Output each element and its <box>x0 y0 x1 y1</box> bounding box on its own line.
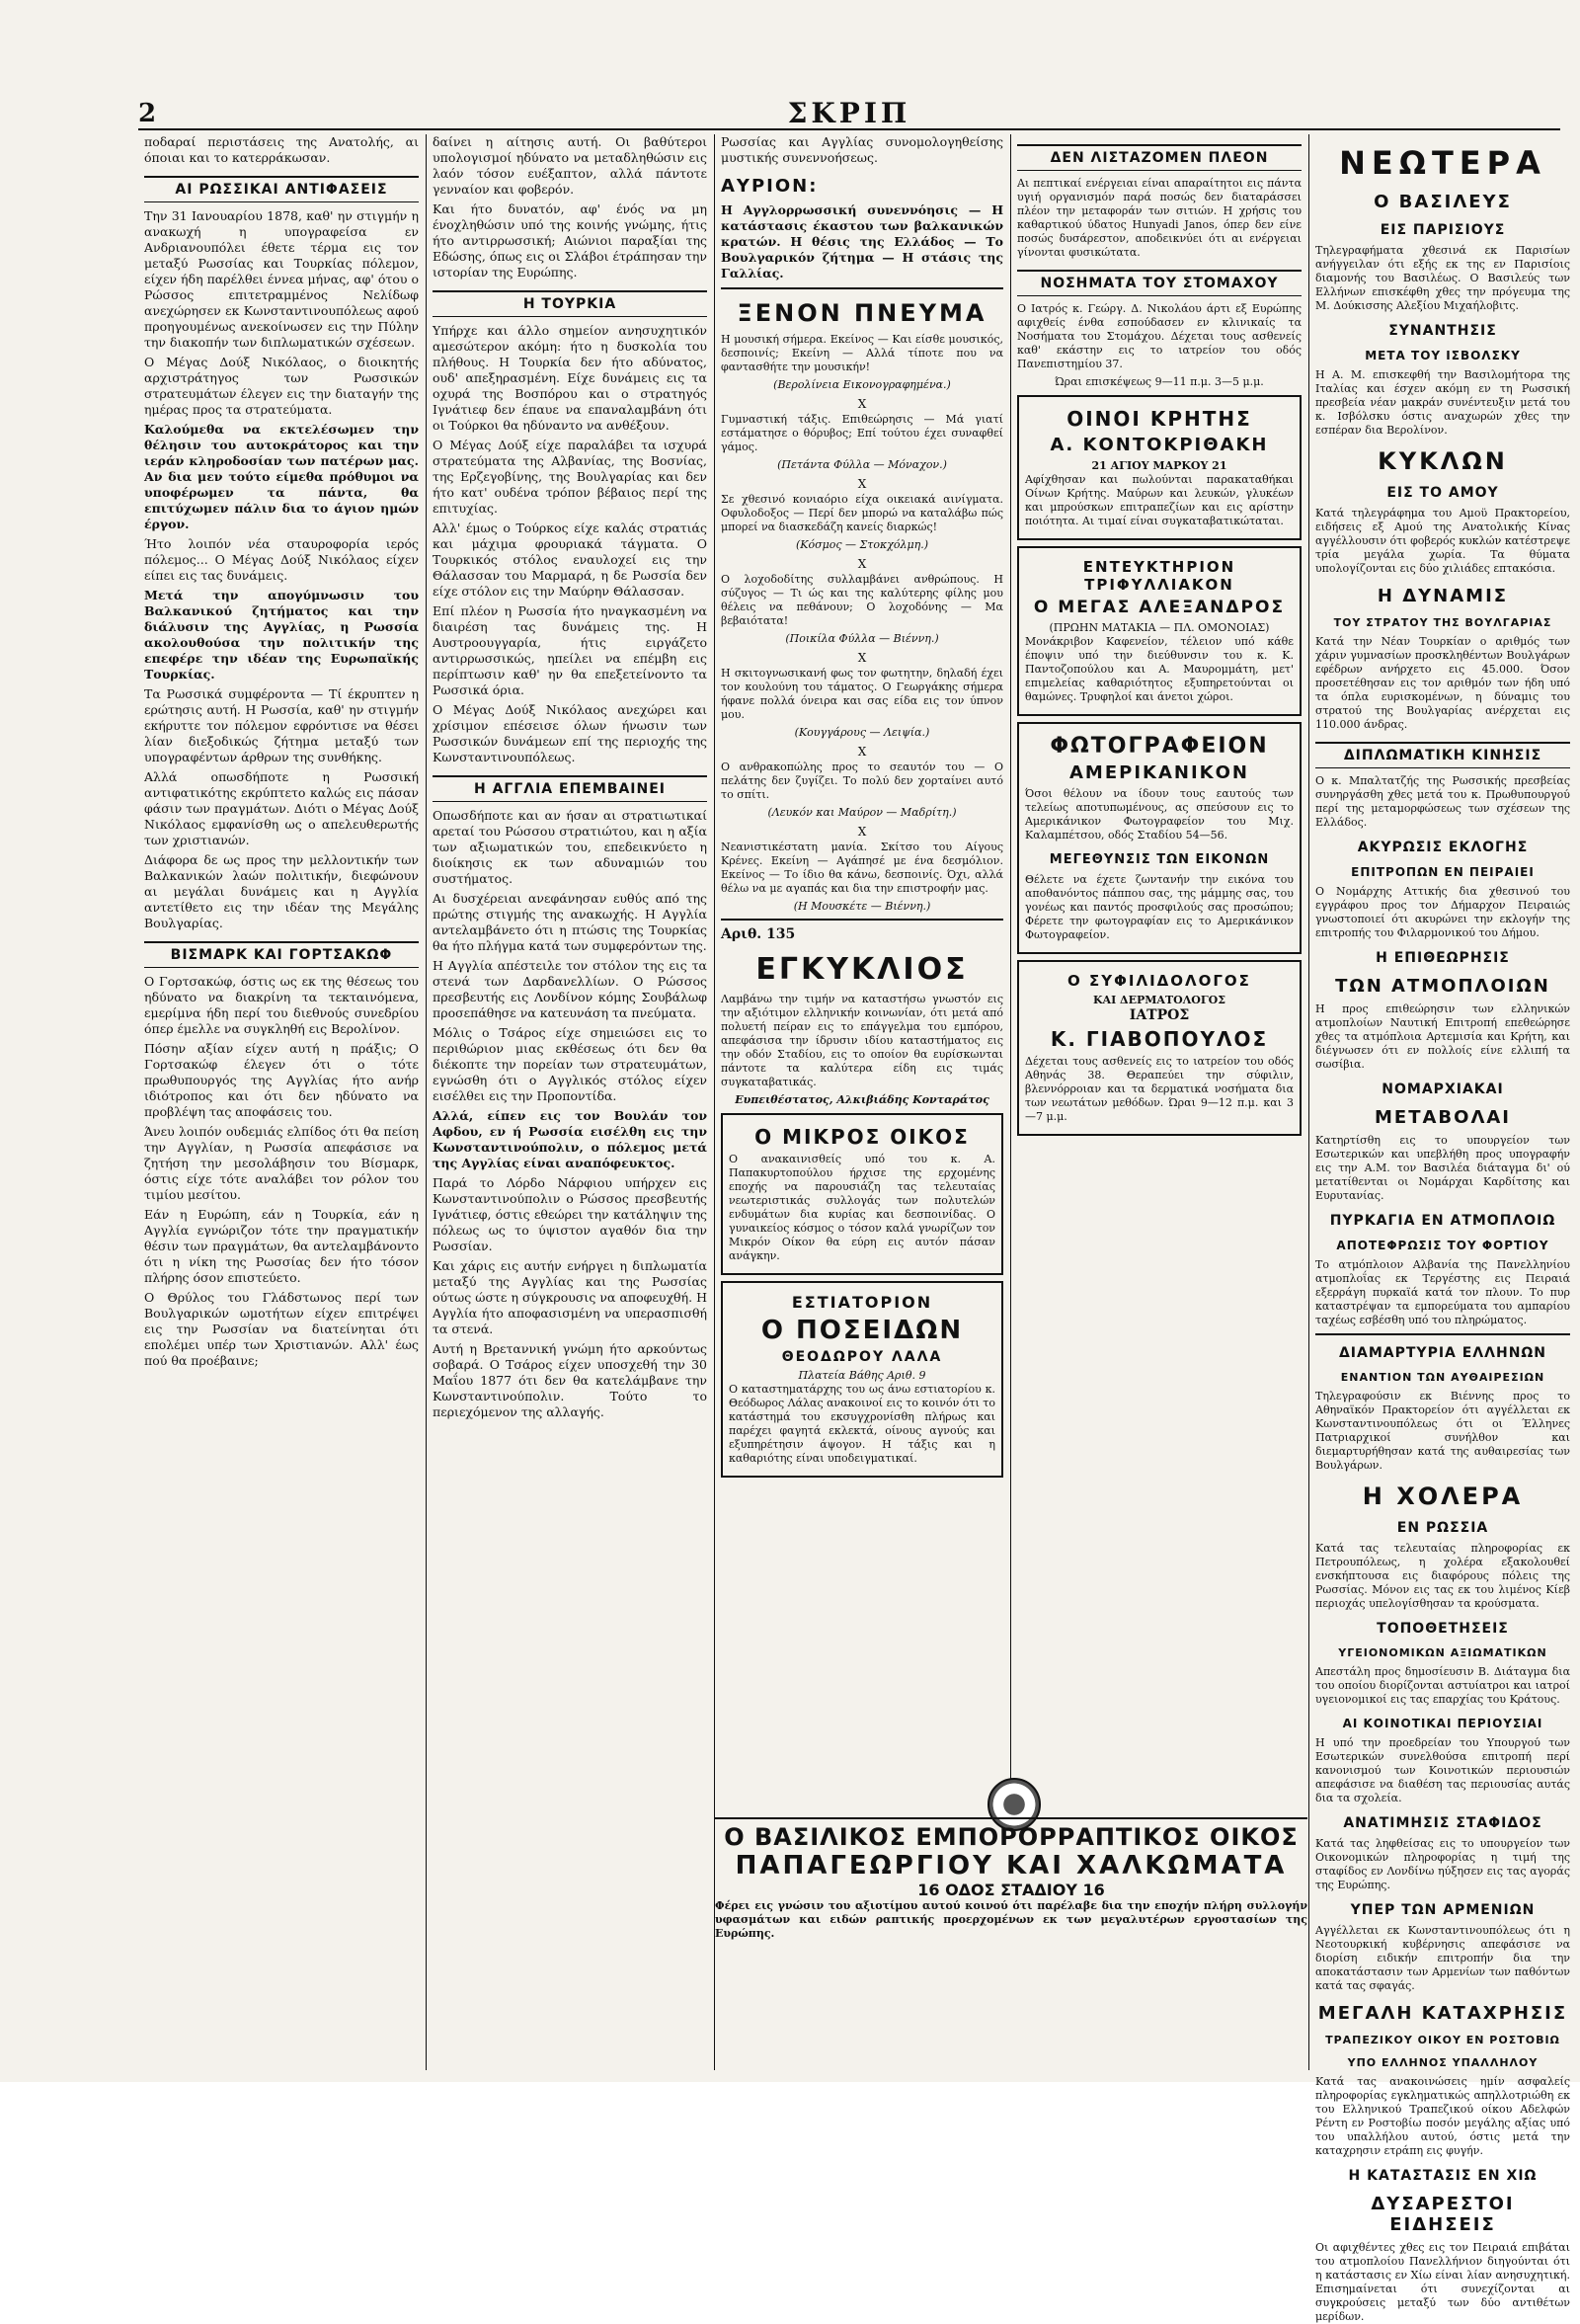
column-1 <box>138 134 425 2070</box>
placements-text: Απεστάλη προς δημοσίευσιν Β. Διάταγμα δια του οποίου διορίζονται αστυίατροι και ιατροί υγειονομικοί εις τας επαρχίας του Κράτους. <box>1315 1665 1570 1706</box>
annulment-heading: ΑΚΥΡΩΣΙΣ ΕΚΛΟΓΗΣ <box>1357 840 1529 855</box>
col2-p12: Παρά το Λόρδο Νάρφιου υπήρχεν εις Κωνσταντινούπολιν ο Ρώσσος πρεσβευτής Ιγνάτιεφ, όστις εθεώρει την κατάληψιν της πόλεως ως το ύψιστον αγαθόν δια την Ρωσσίαν. <box>433 1175 707 1253</box>
raisin-text: Κατά τας ληφθείσας εις το υπουργείον των Οικονομικών πληροφορίας η τιμή της σταφίδος εν Λονδίνω ηύξησεν εις τας αγοράς της Ευρώπης. <box>1315 1837 1570 1891</box>
col2-p8: Οπωσδήποτε και αν ήσαν αι στρατιωτικαί αρεταί του Ρώσσου στρατιώτου, και η αξία των αξιωματικών του, επεδεικνύετο η διοίκησις εκ των αδυναμιών του συστήματος. <box>433 808 707 886</box>
col1-p1: Την 31 Ιανουαρίου 1878, καθ' ην στιγμήν η ανακωχή η υπογραφείσα εν Ανδριανουπόλει έθετε τέρμα εις τον μεταξύ Ρωσσίας και Τουρκίας πόλεμον, είχεν ήδη παρέλθει έννεα μήνας, αφ' ότου ο Ρώσσος επιτετραμμένος Νελίδωφ ανεχώρησεν εκ Κωνσταντινουπόλεως αφού προηγουμένως ανεκοίνωσεν εις την Πύλην την διακοπήν των διπλωματικών σχέσεων. <box>144 208 419 350</box>
col1-p2: Ο Μέγας Δούξ Νικόλαος, ο διοικητής αρχιστράτηγος των Ρωσσικών στρατευμάτων έλεγεν εις την διαταγήν της ημέρας προς τα στρατεύματα. <box>144 355 419 417</box>
placements-heading: ΤΟΠΟΘΕΤΗΣΕΙΣ <box>1377 1621 1509 1637</box>
armenians-text: Αγγέλλεται εκ Κωνσταντινουπόλεως ότι η Νεοτουρκική κυβέρνησις απεφάσισε να διορίση ειδικήν επιτροπήν δια την αποκατάστασιν των Αρμενίων των παθόντων κατά τας σφαγάς. <box>1315 1924 1570 1992</box>
army-heading: Η ΔΥΝΑΜΙΣ <box>1377 586 1509 606</box>
stomach-text: Ο Ιατρός κ. Γεώργ. Δ. Νικολάου άρτι εξ Ευρώπης αφιχθείς ένθα εσπούδασεν εν κλινικαίς τα Νοσήματα του Στομάχου. Δέχεται τους ασθενείς καθ' εκάστην εις το ιατρείον του οδός Πανεπιστημίου 37. <box>1017 302 1302 370</box>
cholera-subheading: ΕΝ ΡΩΣΣΙΑ <box>1396 1520 1489 1536</box>
cyclone-text: Κατά τηλεγράφημα του Αμοϋ Πρακτορείου, ειδήσεις εξ Αμού της Ανατολικής Κίνας αγγέλλουσιν ότι φοβερός κυκλών κατέστρεψε τρία μεγάλα χωρία. Τα θύματα υπολογίζονται εις δύο χιλιάδες επτακόσια. <box>1315 507 1570 575</box>
column-4 <box>1011 134 1307 1803</box>
cyclone-subheading: ΕΙΣ ΤΟ ΑΜΟΥ <box>1386 485 1499 501</box>
no-more-text: Αι πεπτικαί ενέργειαι είναι απαραίτητοι εις πάντα υγιή οργανισμόν παρά ποσώς δεν διαταράσσει πλέον την μεταφοράν των σιτιών. Η χρήσις του καθαρτικού ύδατος Hunyadi Janos, όπερ δεν είνε ποσώς δυσάρεστον, αποδεικνύει ότι αι ενέργειαι γίνονται φυσικώτατα. <box>1017 177 1302 259</box>
col1-p3: Καλούμεθα να εκτελέσωμεν την θέλησιν του αυτοκράτορος και την ιεράν κληροδοσίαν των πατέρων μας. Αν δια μεν τούτο είμεθα πρόθυμοι να υποφέρωμεν τα πάντα, θα επιτύχωμεν πάλιν δια το άγιον ημών έργον. <box>144 422 419 531</box>
protest-text: Τηλεγραφούσιν εκ Βιέννης προς το Αθηναϊκόν Πρακτορείον ότι αγγέλλεται εκ Κωνσταντινουπόλεως ότι οι Έλληνες Πατριαρχικοί συνήλθον και διεμαρτυρήθησαν κατά της αυθαιρεσίας των Βουλγάρων. <box>1315 1390 1570 1472</box>
raisin-heading: ΑΝΑΤΙΜΗΣΙΣ ΣΤΑΦΙΔΟΣ <box>1343 1815 1542 1831</box>
col1-p11: Άνευ λοιπόν ουδεμιάς ελπίδος ότι θα πείση την Αγγλίαν, η Ρωσσία απεφάσισε να ζητήση την μεσολάβησιν του Βίσμαρκ, όστις είχε τότε αναλάβει τον ρόλον του τιμίου μεσίτου. <box>144 1124 419 1202</box>
cholera-text: Κατά τας τελευταίας πληροφορίας εκ Πετρουπόλεως, η χολέρα εξακολουθεί ενσκήπτουσα εις διαφόρους πόλεις της Ρωσσίας. Μόνον εις τας εκ του λιμένος Κίεβ περιοχάς υπελογίσθησαν τα κρούσματα. <box>1315 1542 1570 1610</box>
circular-number: Αριθ. 135 <box>721 926 796 942</box>
separator-x: X <box>857 745 867 759</box>
king-text: Τηλεγραφήματα χθεσινά εκ Παρισίων ανήγγειλαν ότι εξής εκ της εν Παρισίοις διαμονής του Βασιλέως. Ο Βασιλεύς των Ελλήνων επισκέφθη χθες την πρόγευμα της Μ. Δούκισσης Αλεξίου Μιχαήλοβιτς. <box>1315 244 1570 312</box>
col1-p4: Ήτο λοιπόν νέα σταυροφορία ιερός πόλεμος... Ο Μέγας Δούξ Νικόλαος είχεν είπει εις τας δυνάμεις. <box>144 536 419 583</box>
col2-p4: Ο Μέγας Δούξ είχε παραλάβει τα ισχυρά στρατεύματα της Αλβανίας, της Βοσνίας, της Ερζεγοβίνης, της Βουλγαρίας και δεν ήτο κατ' ουδένα τρόπον βέβαιος περί της επιτυχίας. <box>433 438 707 516</box>
col2-p13: Και χάρις εις αυτήν ενήργει η διπλωματία μεταξύ της Αγγλίας και της Ρωσσίας ούτως ώστε η σύγκρουσις να αποφευχθή. Η Αγγλία ήτο αποφασισμένη να υπερασπισθή τα στενά. <box>433 1258 707 1336</box>
wines-merchant: Α. ΚΟΝΤΟΚΡΙΘΑΚΗ <box>1050 435 1269 455</box>
banner-line-1: Ο ΒΑΣΙΛΙΚΟΣ ΕΜΠΟΡΟΡΡΑΠΤΙΚΟΣ ΟΙΚΟΣ <box>724 1823 1299 1851</box>
doctor-text: Δέχεται τους ασθενείς εις το ιατρείον του οδός Αθηνάς 38. Θεραπεύει την σύφιλιν, βλεννόρροιαν και τα δερματικά νοσήματα δια των νεωτάτων μεθόδων. Ώραι 9—12 π.μ. και 3—7 μ.μ. <box>1025 1055 1294 1123</box>
encyclical-heading: ΕΓΚΥΚΛΙΟΣ <box>755 952 969 987</box>
cafe-name: Ο ΜΕΓΑΣ ΑΛΕΞΑΝΔΡΟΣ <box>1033 598 1286 617</box>
mikros-oikos-ad <box>721 1113 1003 1275</box>
chios-heading: Η ΚΑΤΑΣΤΑΣΙΣ ΕΝ ΧΙΩ <box>1348 2168 1538 2184</box>
col1-p5: Μετά την απογύμνωσιν του Βαλκανικού ζητήματος και την διάλυσιν της Αγγλίας, η Ρωσσία ακολουθούσα την πολιτικήν της επεφέρε την ιδέαν της Ευρωπαϊκής Τουρκίας. <box>144 588 419 681</box>
col1-p12: Εάν η Ευρώπη, εάν η Τουρκία, εάν η Αγγλία εγνώριζον τότε την πραγματικήν θέσιν των πραγμάτων, θα αντελαμβάνοντο ότι η νίκη της Ρωσσίας δεν ήτο τόσον πλήρης όσον επιστεύετο. <box>144 1207 419 1285</box>
cafe-text: Μονάκριβον Καφενείον, τέλειον υπό κάθε έποψιν υπό την διεύθυνσιν του κ. Κ. Παντοζοπούλου και Α. Μαυρομμάτη, μετ' επιμελείας καθαριότητος εξυπηρετούνται οι θαμώνες. Τρυφηλοί και άνετοι χώροι. <box>1025 635 1294 703</box>
column-3 <box>715 134 1009 1803</box>
separator-x: X <box>857 557 867 571</box>
meeting-heading: ΣΥΝΑΝΤΗΣΙΣ <box>1388 323 1497 339</box>
col1-intro: ποδαραί περιστάσεις της Ανατολής, αι όποιαι και το κατερράκωσαν. <box>144 134 419 165</box>
king-heading: Ο ΒΑΣΙΛΕΥΣ <box>1374 192 1512 212</box>
chios-text: Οι αφιχθέντες χθες εις τον Πειραιά επιβάται του ατμοπλοίου Πανελλήνιον διηγούνται ότι η κατάστασις εν Χίω είναι λίαν ανησυχητική. Επισημαίνεται ότι συνεχίζονται αι συγκρούσεις μεταξύ των δύο αντιθέτων μερίδων. <box>1315 2241 1570 2323</box>
enlargement-heading: ΜΕΓΕΘΥΝΣΙΣ ΤΩΝ ΕΙΚΟΝΩΝ <box>1049 852 1270 867</box>
fire-subheading: ΑΠΟΤΕΦΡΩΣΙΣ ΤΟΥ ΦΟΡΤΙΟΥ <box>1336 1239 1549 1252</box>
encyclical-signature: Ευπειθέστατος, Αλκιβιάδης Κονταράτος <box>735 1093 989 1106</box>
photo-studio-ad <box>1017 722 1302 954</box>
prefect-heading: ΝΟΜΑΡΧΙΑΚΑΙ <box>1382 1082 1504 1097</box>
column-2 <box>427 134 713 2070</box>
col2-p6: Επί πλέον η Ρωσσία ήτο ηναγκασμένη να διαιρέση τας δυνάμεις της. Η Αυστροουγγαρία, ήτις ειργάζετο αντιρρωσσικώς, ηπείλει να επέμβη εις περίπτωσιν καθ' ην θα επεξετείνοντο τα Ρωσσικά όρια. <box>433 603 707 697</box>
col2-p1: δαίνει η αίτησις αυτή. Οι βαθύτεροι υπολογισμοί ηδύνατο να μεταδληθώσιν εις λαόν τόσον ευέξαπτον, αλλά πάντοτε γενναίον και φοβερόν. <box>433 134 707 197</box>
col2-p14: Αυτή η Βρεταννική γνώμη ήτο αρκούντως σοβαρά. Ο Τσάρος είχεν υποσχεθή την 30 Μαΐου 1877 ότι δεν θα κατελάμβανε την Κωνσταντινούπολιν. Τούτο το περιεχόμενον της αλλαγής. <box>433 1341 707 1419</box>
annulment-subheading: ΕΠΙΤΡΟΠΩΝ ΕΝ ΠΕΙΡΑΙΕΙ <box>1351 865 1535 879</box>
restaurant-text: Ο καταστηματάρχης του ως άνω εστιατορίου κ. Θεόδωρος Λάλας ανακοινοί εις το κοινόν ότι το κατάστημά του εκσυγχρονίσθη πλήρως και παρέχει φαγητά εκλεκτά, οίνους αγνούς και εξυπηρέτησιν άψογον. Η τάξις και η καθαριότης είναι υποδειγματικαί. <box>729 1383 995 1465</box>
diplomatic-text: Ο κ. Μπαλτατζής της Ρωσσικής πρεσβείας συνηργάσθη χθες μετά του κ. Πρωθυπουργού περί της μεταμορφώσεως των σχέσεων της Ελλάδος. <box>1315 774 1570 829</box>
encyclical-text: Λαμβάνω την τιμήν να καταστήσω γνωστόν εις την αξιότιμον ελληνικήν κοινωνίαν, ότι μετά από πολυετή πείραν εις το επάγγελμα του εμπόρου, απεφάσισα την ίδρυσιν ιδίου καταστήματος εις την οδόν Σταδίου, εις το οποίον θα ευρίσκωνται πάντοτε τα καλύτερα είδη εις τιμάς συγκαταβατικάς. <box>721 993 1003 1088</box>
doctor-ad <box>1017 960 1302 1136</box>
col1-heading-2: ΒΙΣΜΑΡΚ ΚΑΙ ΓΟΡΤΣΑΚΩΦ <box>144 941 419 968</box>
col2-p5: Αλλ' έμως ο Τούρκος είχε καλάς στρατιάς και μάχιμα φρουριακά τάγματα. Ο Τουρκικός στόλος εναυλοχεί εις την Θάλασσαν του Μαρμαρά, η δε Ρωσσία δεν είχε στόλον εις την Μαύρην Θάλασσαν. <box>433 521 707 599</box>
cholera-heading: Η ΧΟΛΕΡΑ <box>1362 1483 1524 1510</box>
col1-p9: Ο Γορτσακώφ, όστις ως εκ της θέσεως του ηδύνατο να διακρίνη τα τεκταινόμενα, εμερίμνα ήδη περί του διεθνούς συνεδρίου όπερ έμελλε να συγκληθή εις Βερολίνον. <box>144 974 419 1036</box>
no-more-heading: ΔΕΝ ΛΙΣΤΑΖΟΜΕΝ ΠΛΕΟΝ <box>1017 144 1302 171</box>
xeno-7: Νεανιστικέστατη μανία. Σκίτσο του Αίγους Κρένες. Εκείνη — Αγάπησέ με ένα δεσμόλιον. Εκείνος — Το ίδιο θα κάνω, δεσποινίς. Όχι, αλλά θέλω να με αγαπάς και δια την επιστροφήν μας. <box>721 841 1003 895</box>
xeno-6-source: (Λευκόν και Μαύρον — Μαδρίτη.) <box>767 806 957 819</box>
photo-subtitle: ΑΜΕΡΙΚΑΝΙΚΟΝ <box>1069 762 1249 783</box>
community-heading: ΑΙ ΚΟΙΝΟΤΙΚΑΙ ΠΕΡΙΟΥΣΙΑΙ <box>1342 1717 1543 1730</box>
col3-intro: Ρωσσίας και Αγγλίας συνομολογηθείσης μυστικής συνεννοήσεως. <box>721 134 1003 165</box>
col2-heading-2: Η ΑΓΓΛΙΑ ΕΠΕΜΒΑΙΝΕΙ <box>433 775 707 802</box>
col1-p6: Τα Ρωσσικά συμφέροντα — Τί έκρυπτεν η ερώτησις αυτή. Η Ρωσσία, καθ' ην στιγμήν εκήρυττε τον πόλεμον εφρόντισε να θέσει λίαν διεξοδικώς ζήτημα μεταξύ των υπογραφέντων άρθρων της συνθήκης. <box>144 686 419 764</box>
mikros-oikos-title: Ο ΜΙΚΡΟΣ ΟΙΚΟΣ <box>754 1125 970 1149</box>
tailor-banner-ad <box>715 1817 1307 1945</box>
separator-x: X <box>857 651 867 665</box>
xeno-2: Γυμναστική τάξις. Επιθεώρησις — Μά γιατί εστάματησε ο θόρυβος; Επί τούτου έχει συναφθεί γάμος. <box>721 413 1003 453</box>
xeno-1: Η μουσική σήμερα. Εκείνος — Και είσθε μουσικός, δεσποινίς; Εκείνη — Αλλά τίποτε που να φαντασθήτε την μουσικήν! <box>721 333 1003 373</box>
fire-heading: ΠΥΡΚΑΓΙΑ ΕΝ ΑΤΜΟΠΛΟΙΩ <box>1329 1213 1556 1229</box>
divider <box>721 287 1003 289</box>
annulment-text: Ο Νομάρχης Αττικής δια χθεσινού του εγγράφου προς τον Δήμαρχον Πειραιώς γνωστοποιεί ότι ακυρώνει την εκλογήν της επιτροπής του Φιλαρμονικού του Δήμου. <box>1315 885 1570 939</box>
xeno-3: Σε χθεσινό κονιαόριο είχα οικειακά αινίγματα. Οφυλοδοξος — Περί δεν μπορώ να καταλάβω πώς μπορεί να διασκεδάζη κανείς διαρκώς! <box>721 493 1003 533</box>
cyclone-heading: ΚΥΚΛΩΝ <box>1378 447 1508 475</box>
restaurant-label: ΕΣΤΙΑΤΟΡΙΟΝ <box>791 1293 933 1312</box>
xeno-1-source: (Βερολίνεια Εικονογραφημένα.) <box>773 378 951 391</box>
enlargement-text: Θέλετε να έχετε ζωντανήν την εικόνα του αποθανόντος πάππου σας, της μάμμης σας, του γονέως και παντός προσφιλούς σας προσώπου; Φέρετε την φωτογραφίαν εις το Αμερικάνικον Φωτογραφείον. <box>1025 873 1294 941</box>
mikros-oikos-text: Ο ανακαινισθείς υπό του κ. Α. Παπακυρτοπούλου ήρχισε της ερχομένης εποχής να παρουσιάζη τας τελευταίας νεωτεριστικάς συλλογάς των πολυτελών ενδυμάτων δια κυρίας και δεσποινίδας. Ο γυναικείος κόσμος ο τόσον καλά γνωρίζων τον Μικρόν Οίκον θα εύρη εις αυτόν πάσαν ανάγκην. <box>729 1153 995 1262</box>
embezzlement-text: Κατά τας ανακοινώσεις ημίν ασφαλείς πληροφορίας εγκληματικώς απηλλοτριώθη εκ του Ελληνικού Τραπεζικού οίκου Αδελφών Ρέντη εν Ροστοβίω ποσόν μεγάλης αξίας υπό του υπαλλήλου αυτού, όστις μετά την καταχρησιν ετράπη εις φυγήν. <box>1315 2075 1570 2157</box>
prefect-text: Κατηρτίσθη εις το υπουργείον των Εσωτερικών και υπεβλήθη προς υπογραφήν εις την Α.Μ. τον Βασιλέα διάταγμα δι' ού μετατίθενται οι Νομάρχαι Καρδίτσης και Ευρυτανίας. <box>1315 1134 1570 1202</box>
photo-title: ΦΩΤΟΓΡΑΦΕΙΟΝ <box>1050 734 1269 759</box>
protest-heading: ΔΙΑΜΑΡΤΥΡΙΑ ΕΛΛΗΝΩΝ <box>1338 1345 1547 1361</box>
embezzlement-heading: ΜΕΓΑΛΗ ΚΑΤΑΧΡΗΣΙΣ <box>1317 2003 1568 2024</box>
col2-quote: Αλλά, είπεν εις τον Βουλάν τον Αφδου, εν ή Ρωσσία εισέλθη εις την Κωνσταντινούπολιν, ο πόλεμος μετά της Αγγλίας είναι αναπόφευκτος. <box>433 1108 707 1170</box>
diplomatic-heading: ΔΙΠΛΩΜΑΤΙΚΗ ΚΙΝΗΣΙΣ <box>1315 742 1570 768</box>
cretan-wines-ad <box>1017 395 1302 540</box>
embezzlement-subheading-2: ΥΠΟ ΕΛΛΗΝΟΣ ΥΠΑΛΛΗΛΟΥ <box>1347 2056 1539 2069</box>
chios-subheading: ΔΥΣΑΡΕΣΤΟΙ ΕΙΔΗΣΕΙΣ <box>1371 2194 1515 2235</box>
xeno-3-source: (Κόσμος — Στοκχόλμη.) <box>795 538 929 551</box>
restaurant-owner: ΘΕΟΔΩΡΟΥ ΛΑΛΑ <box>781 1349 943 1365</box>
col2-p7: Ο Μέγας Δούξ Νικόλαος ανεχώρει και χρίσιμον επέσεισε όλων ήνωσιν των Ρωσσικών δυνάμεων επί της περιοχής της Κωνσταντινουπόλεως. <box>433 702 707 764</box>
wines-text: Αφίχθησαν και πωλούνται παρακαταθήκαι Οίνων Κρήτης. Μαύρων και λευκών, γλυκέων και μπρούσκων επιτραπεζίων και εις αρίστην ποιότητα. Αι τιμαί είναι συγκαταβατικώταται. <box>1025 473 1294 527</box>
col2-p2: Και ήτο δυνατόν, αφ' ένός να μη ένοχληθώσιν υπό της κοινής γνώμης, ήτις ήτο αντιρρωσσική; Αιώνιοι παραξίαι της Εδώσης, όπως εις οι Σλάβοι έτράπησαν την ιστορίαν της Ευρώπης. <box>433 201 707 280</box>
armenians-heading: ΥΠΕΡ ΤΩΝ ΑΡΜΕΝΙΩΝ <box>1350 1902 1536 1918</box>
army-subheading: ΤΟΥ ΣΤΡΑΤΟΥ ΤΗΣ ΒΟΥΛΓΑΡΙΑΣ <box>1333 616 1552 629</box>
xeno-2-source: (Πετάντα Φύλλα — Μόναχον.) <box>777 458 947 471</box>
banner-text: Φέρει εις γνώσιν του αξιοτίμου αυτού κοινού ότι παρέλαβε δια την εποχήν πλήρη συλλογήν υφασμάτων και ειδών ραπτικής προερχομένων εκ των μεγαλυτέρων εργοστασίων της Ευρώπης. <box>715 1899 1307 1940</box>
protest-subheading: ΕΝΑΝΤΙΟΝ ΤΩΝ ΑΥΘΑΙΡΕΣΙΩΝ <box>1340 1371 1545 1384</box>
embezzlement-subheading: ΤΡΑΠΕΖΙΚΟΥ ΟΙΚΟΥ ΕΝ ΡΟΣΤΟΒΙΩ <box>1325 2034 1560 2046</box>
xeno-6: Ο ανθρακοπώλης προς το σεαυτόν του — Ο πελάτης δεν ζυγίζει. Το πολύ δεν χορταίνει αυτό το σπίτι. <box>721 761 1003 801</box>
col2-p3: Υπήρχε και άλλο σημείον ανησυχητικόν αμεσώτερον ακόμη: ήτο η δυσκολία του πλήθους. Η Τουρκία δεν ήτο αδύνατος, ουδ' απεξηρασμένη. Είχε δυνάμεις εις τα οχυρά της Βοσπόρου και ο στρατηγός Ιγνάτιεφ δεν έπαυε να επαναλαμβάνη ότι οι Τούρκοι θα ηδύναντο να ανθέξουν. <box>433 323 707 433</box>
latest-news-section <box>1309 134 1576 2323</box>
meeting-subheading: ΜΕΤΑ ΤΟΥ ΙΣΒΟΛΣΚΥ <box>1365 349 1521 362</box>
fire-text: Το ατμόπλοιον Αλβανία της Πανελληνίου ατμοπλοΐας εκ Τεργέστης εις Πειραιά εξερράγη πυρκαϊά κατά τον πλουν. Το πυρ καταστρέψαν τα εμπορεύματα του αμπαρίου ταχέως εσβέσθη υπό του πληρώματος. <box>1315 1258 1570 1326</box>
community-text: Η υπό την προεδρείαν του Υπουργού των Εσωτερικών συνελθούσα επιτροπή περί κανονισμού των Κοινοτικών περιουσιών απεφάσισε να διαθέση τας περιουσίας αυτάς δια τα σχολεία. <box>1315 1736 1570 1804</box>
col1-heading-1: ΑΙ ΡΩΣΣΙΚΑΙ ΑΝΤΙΦΑΣΕΙΣ <box>144 176 419 202</box>
banner-line-2: ΠΑΠΑΓΕΩΡΓΙΟΥ ΚΑΙ ΧΑΛΚΩΜΑΤΑ <box>735 1851 1288 1881</box>
masthead <box>138 99 1560 130</box>
divider <box>721 919 1003 921</box>
stomach-hours: Ώραι επισκέψεως 9—11 π.μ. 3—5 μ.μ. <box>1055 375 1264 388</box>
doctor-title: Ο ΣΥΦΙΛΙΔΟΛΟΓΟΣ <box>1067 972 1251 990</box>
stomach-heading: ΝΟΣΗΜΑΤΑ ΤΟΥ ΣΤΟΜΑΧΟΥ <box>1017 270 1302 296</box>
doctor-subtitle: ΚΑΙ ΔΕΡΜΑΤΟΛΟΓΟΣ <box>1092 994 1226 1006</box>
army-text: Κατά την Νέαν Τουρκίαν ο αριθμός των χάριν γυμνασίων προσκληθέντων Βουλγάρων εφέδρων ανήρχετο εις 45.000. Όσον προσετέθησαν εις τον αριθμόν των ήδη υπό τα όπλα ευρισκομένων, η δύναμις του στρατού της Βουλγαρίας ανέρχεται εις 110.000 άνδρας. <box>1315 635 1570 731</box>
inspection-subheading: ΤΩΝ ΑΤΜΟΠΛΟΙΩΝ <box>1335 976 1550 997</box>
photo-text: Όσοι θέλουν να ίδουν τους εαυτούς των τελείως αποτυπωμένους, ας σπεύσουν εις το Αμερικάνικον Φωτογραφείον του Μιχ. Καλαμπέτσου, οδός Σταδίου 54—56. <box>1025 787 1294 841</box>
col2-p10: Η Αγγλία απέστειλε τον στόλον της εις τα στενά των Δαρδανελλίων. Ο Ρώσσος πρεσβευτής εις Λονδίνον κόμης Σουβάλωφ προσεπάθησε να κατευνάση τα πνεύματα. <box>433 958 707 1020</box>
page-number: 2 <box>138 99 157 128</box>
tomorrow-heading: ΑΥΡΙΟΝ: <box>721 176 819 197</box>
cafe-former: (ΠΡΩΗΝ ΜΑΤΑΚΙΑ — ΠΛ. ΟΜΟΝΟΙΑΣ) <box>1049 621 1270 634</box>
wines-address: 21 ΑΓΙΟΥ ΜΑΡΚΟΥ 21 <box>1091 459 1227 472</box>
meeting-text: Η Α. Μ. επισκεφθή την Βασιλομήτορα της Ιταλίας και έσχεν ακόμη εν τη Ρωσσική πρεσβεία νέαν μακράν συνέντευξιν μετά του κ. Ισβόλσκυ όστις αναχωρών χθες την εσπέραν δια Βερολίνον. <box>1315 368 1570 437</box>
banner-line-3: 16 ΟΔΟΣ ΣΤΑΔΙΟΥ 16 <box>917 1881 1105 1899</box>
col1-p7: Αλλά οπωσδήποτε η Ρωσσική αντιφατικότης εκρύπτετο καλώς εις πάσαν φάσιν των πραγμάτων. Διότι ο Μέγας Δούξ Νικόλαος εμφανίσθη ως ο απελευθερωτής των χριστιανών. <box>144 769 419 847</box>
newspaper-title: ΣΚΡΙΠ <box>787 97 911 129</box>
latest-news-heading: ΝΕΩΤΕΡΑ <box>1339 144 1546 182</box>
cafe-title: ΕΝΤΕΥΚΤΗΡΙΟΝ ΤΡΙΦΥΛΛΙΑΚΟΝ <box>1082 558 1236 594</box>
restaurant-name: Ο ΠΟΣΕΙΔΩΝ <box>760 1316 964 1345</box>
col2-p11: Μόλις ο Τσάρος είχε σημειώσει εις το περιθώριον μιας εκθέσεως ότι δεν θα διέκοπτε την πορείαν των στρατευμάτων, εγνώσθη ότι ο Αγγλικός στόλος είχεν εισέλθει εις την Προποντίδα. <box>433 1025 707 1103</box>
placements-subheading: ΥΓΕΙΟΝΟΜΙΚΩΝ ΑΞΙΩΜΑΤΙΚΩΝ <box>1338 1646 1547 1659</box>
xeno-7-source: (Η Μουσκέτε — Βιέννη.) <box>793 900 931 913</box>
restaurant-ad <box>721 1281 1003 1478</box>
cafe-ad <box>1017 546 1302 716</box>
col1-p13: Ο Θρύλος του Γλάδστωνος περί των Βουλγαρικών ωμοτήτων είχεν επιτρέψει εις την Ρωσσίαν να διατείνηται ότι επολέμει υπέρ των Χριστιανών. Αλλ' έως πού θα προέβαινε; <box>144 1290 419 1368</box>
inspection-heading: Η ΕΠΙΘΕΩΡΗΣΙΣ <box>1376 950 1510 966</box>
inspection-text: Η προς επιθεώρησιν των ελληνικών ατμοπλοίων Ναυτική Επιτροπή επεθεώρησε χθες τα ατμόπλοια Αρτεμισία και Κρήτη, και διέγνωσεν ότι εν πολλοίς είνε ελλιπή τα σωσίβια. <box>1315 1002 1570 1071</box>
xeno-4: Ο λοχοδοδίτης συλλαμβάνει ανθρώπους. Η σύζυγος — Τι ώς και της καλύτερης φίλης μου θέλεις να πεθάνουν; Ο λοχοδόνης — Μα βεβαιότατα! <box>721 573 1003 627</box>
restaurant-address: Πλατεία Βάθης Αριθ. 9 <box>798 1369 926 1382</box>
xeno-5: Η σκιτογνωσικανή φως τον φωτητην, δηλαδή έχει τον κουλούνη του τάματος. Ο Γεωργάκης σήμερα ήφανε πολλά όνειρα και σας είδα εις τον ύπνον μου. <box>721 667 1003 721</box>
separator-x: X <box>857 825 867 839</box>
doctor-name: Κ. ΓΙΑΒΟΠΟΥΛΟΣ <box>1050 1027 1269 1051</box>
divider <box>1315 1333 1570 1335</box>
wines-title: ΟΙΝΟΙ ΚΡΗΤΗΣ <box>1066 407 1252 431</box>
xeno-5-source: (Κουγγάρους — Λειψία.) <box>794 726 930 739</box>
col1-p10: Πόσην αξίαν είχεν αυτή η πράξις; Ο Γορτσακώφ έλεγεν ότι ο τότε πρωθυπουργός της Αγγλίας ήτο ανήρ ιδιότροπος και ότι δεν ηδύνατο να προβλέψη τας αποφάσεις του. <box>144 1041 419 1119</box>
tomorrow-text: Η Αγγλορρωσσική συνεννόησις — Η κατάστασις έκαστου των βαλκανικών κρατών. Η θέσις της Ελλάδος — Το Βουλγαρικόν ζήτημα — Η στάσις της Γαλλίας. <box>721 202 1003 280</box>
separator-x: X <box>857 397 867 411</box>
separator-x: X <box>857 477 867 491</box>
col2-p9: Αι δυσχέρειαι ανεφάνησαν ευθύς από της πρώτης στιγμής της ανακωχής. Η Αγγλία αντελαμβάνετο ότι η πτώσις της Τουρκίας θα ήτο πλήγμα κατά των συμφερόντων της. <box>433 891 707 953</box>
col2-heading-1: Η ΤΟΥΡΚΙΑ <box>433 290 707 317</box>
prefect-subheading: ΜΕΤΑΒΟΛΑΙ <box>1375 1107 1511 1128</box>
xeno-pneuma-heading: ΞΕΝΟΝ ΠΝΕΥΜΑ <box>737 299 988 327</box>
doctor-role: ΙΑΤΡΟΣ <box>1129 1007 1190 1023</box>
king-subheading: ΕΙΣ ΠΑΡΙΣΙΟΥΣ <box>1380 222 1506 238</box>
xeno-4-source: (Ποικίλα Φύλλα — Βιέννη.) <box>785 632 939 645</box>
col1-p8: Διάφορα δε ως προς την μελλοντικήν των Βαλκανικών λαών πολιτικήν, διεφώνουν αι μεγάλαι δυνάμεις και η Αγγλία αντετίθετο εις την ιδέαν της Μεγάλης Βουλγαρίας. <box>144 852 419 930</box>
